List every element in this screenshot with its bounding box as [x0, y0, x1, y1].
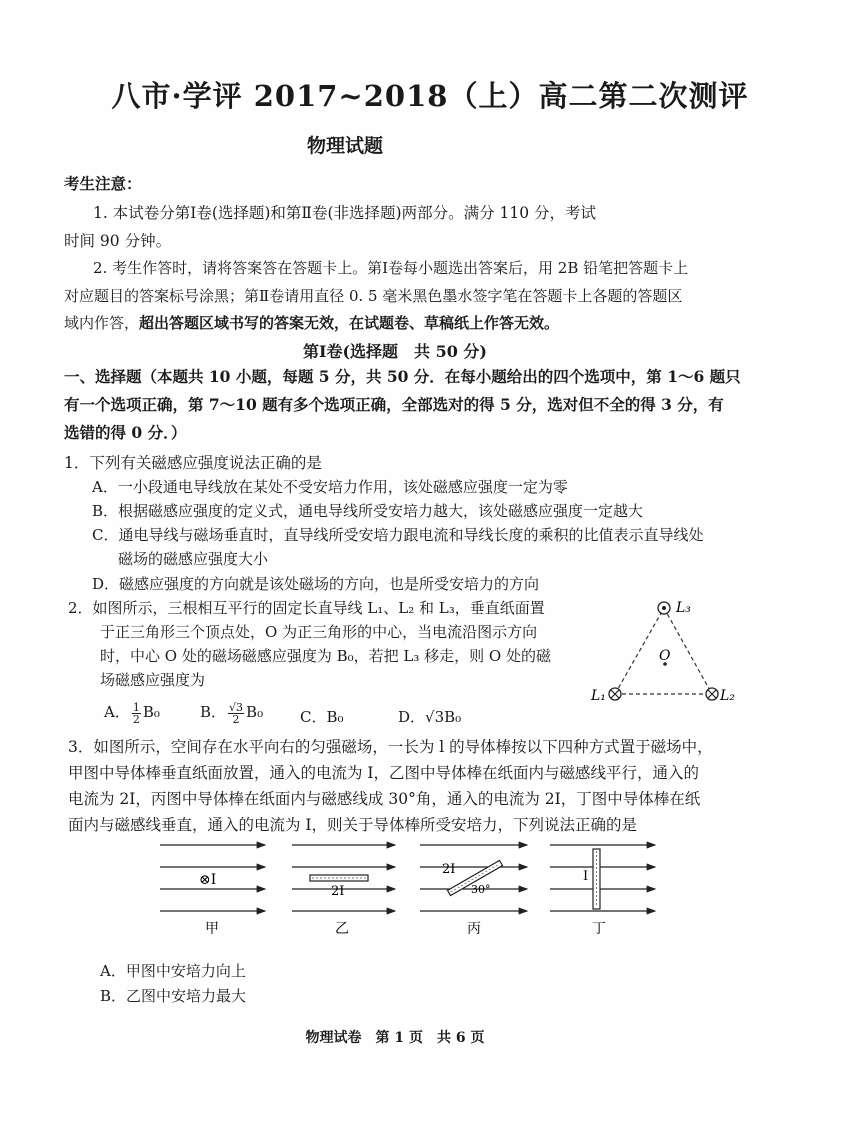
- q1-option-c-line2: 磁场的磁感应强度大小: [118, 550, 269, 568]
- panel-bing: [420, 845, 527, 937]
- notice-label: 考生注意：: [64, 174, 142, 193]
- notice-item1-line1: 1. 本试卷分第Ⅰ卷(选择题)和第Ⅱ卷(非选择题)两部分。满分 110 分，考试: [93, 204, 597, 222]
- triangle-side-right: [664, 608, 712, 694]
- jia-current-label: ⊗I: [199, 872, 217, 888]
- q3-line3: 电流为 2I，丙图中导体棒在纸面内与磁感线成 30°角，通入的电流为 2I，丁图中导体棒在纸: [68, 790, 701, 808]
- section1-intro-line1: 一、选择题（本题共 10 小题，每题 5 分，共 50 分．在每小题给出的四个选项中，第 1～6 题只: [64, 367, 741, 386]
- panel-ding: [550, 845, 655, 937]
- exam-subtitle: 物理试题: [306, 135, 383, 157]
- bing-label: 丙: [467, 921, 481, 937]
- q2-option-a-unit: B₀: [142, 703, 160, 721]
- q1-option-b: B．根据磁感应强度的定义式，通电导线所受安培力越大，该处磁感应强度一定越大: [92, 502, 644, 520]
- yi-label: 乙: [335, 921, 349, 937]
- q1-option-c-line1: C．通电导线与磁场垂直时，直导线所受安培力跟电流和导线长度的乘积的比值表示直导线处: [92, 526, 704, 544]
- q2-option-c: C．B₀: [300, 708, 344, 726]
- notice-item2-line3: [64, 309, 559, 337]
- q2-line4: 场磁感应强度为: [100, 671, 206, 689]
- q1-option-a: A．一小段通电导线放在某处不受安培力作用，该处磁感应强度一定为零: [92, 478, 568, 496]
- q2-option-a-fraction: [132, 702, 141, 725]
- q2-option-d: D．√3B₀: [398, 708, 462, 726]
- q2-option-b-unit: B₀: [246, 703, 264, 721]
- q3-magnetic-field-figure: [155, 835, 675, 940]
- bing-current-label: 2I: [442, 862, 456, 877]
- notice-item2-line1: 2. 考生作答时，请将答案答在答题卡上。第Ⅰ卷每小题选出答案后，用 2B 铅笔把答题卡上: [93, 259, 689, 277]
- q2-option-a-num: 1: [132, 700, 140, 714]
- q2-line2: 于正三角形三个顶点处，O 为正三角形的中心，当电流沿图示方向: [100, 623, 538, 641]
- jia-label: 甲: [205, 921, 219, 937]
- panel-jia: [160, 845, 265, 937]
- q2-option-b-den: 2: [232, 712, 240, 726]
- page-footer: 物理试卷 第 1 页 共 6 页: [305, 1030, 485, 1046]
- ding-label: 丁: [592, 921, 606, 937]
- ding-current-label: I: [583, 869, 589, 884]
- wire-l2-cross-icon: [706, 688, 718, 700]
- label-l3: L₃: [676, 600, 691, 616]
- q2-option-b-num: √3: [229, 700, 244, 714]
- q2-option-a-label: A．: [104, 703, 130, 721]
- exam-title: 八市·学评 2017~2018（上）高二第二次测评: [111, 79, 749, 113]
- q3-line4: 面内与磁感线垂直，通入的电流为 I，则关于导体棒所受安培力，下列说法正确的是: [68, 816, 638, 834]
- q2-line1: 2．如图所示，三根相互平行的固定长直导线 L₁、L₂ 和 L₃，垂直纸面置: [68, 599, 545, 617]
- triangle-side-left: [615, 608, 664, 694]
- q3-option-a: A．甲图中安培力向上: [100, 962, 246, 980]
- yi-current-label: 2I: [331, 884, 345, 899]
- q3-line2: 甲图中导体棒垂直纸面放置，通入的电流为 I，乙图中导体棒在纸面内与磁感线平行，通入的: [68, 764, 700, 782]
- wire-l1-cross-icon: [609, 688, 621, 700]
- section1-heading: 第Ⅰ卷(选择题 共 50 分): [302, 342, 488, 361]
- q3-line1: 3．如图所示，空间存在水平向右的匀强磁场，一长为 l 的导体棒按以下四种方式置于磁场中，: [68, 738, 713, 756]
- wire-l3-dot-icon: [658, 602, 670, 614]
- panel-yi: [292, 845, 395, 937]
- q2-option-a-den: 2: [132, 712, 140, 726]
- label-o: O: [659, 648, 671, 664]
- q1-option-d: D．磁感应强度的方向就是该处磁场的方向，也是所受安培力的方向: [92, 575, 540, 593]
- notice-item2-line3-b: 超出答题区域书写的答案无效，在试题卷、草稿纸上作答无效。: [139, 314, 560, 332]
- bing-angle-label: 30°: [471, 883, 491, 896]
- q2-option-a: [104, 701, 160, 725]
- q1-stem: 1．下列有关磁感应强度说法正确的是: [64, 454, 322, 472]
- q2-line3: 时，中心 O 处的磁场磁感应强度为 B₀，若把 L₃ 移走，则 O 处的磁: [100, 647, 551, 665]
- q3-option-b: B．乙图中安培力最大: [100, 987, 247, 1005]
- section1-intro-line2: 有一个选项正确，第 7～10 题有多个选项正确，全部选对的得 5 分，选对但不全的得 3 分，有: [64, 395, 724, 414]
- notice-item1-line2: 时间 90 分钟。: [64, 232, 172, 250]
- label-l1: L₁: [591, 688, 606, 704]
- yi-conductor-rod: [310, 875, 368, 881]
- label-l2: L₂: [720, 688, 735, 704]
- q2-option-b: [200, 701, 263, 725]
- q2-triangle-figure: [585, 590, 785, 710]
- q2-option-b-fraction: [228, 702, 244, 725]
- section1-intro-line3: 选错的得 0 分．）: [64, 423, 187, 442]
- notice-item2-line2: 对应题目的答案标号涂黑；第Ⅱ卷请用直径 0. 5 毫米黑色墨水签字笔在答题卡上各题的答题区: [64, 287, 683, 305]
- q2-option-b-label: B．: [200, 703, 227, 721]
- notice-item2-line3-a: 域内作答，: [64, 314, 140, 332]
